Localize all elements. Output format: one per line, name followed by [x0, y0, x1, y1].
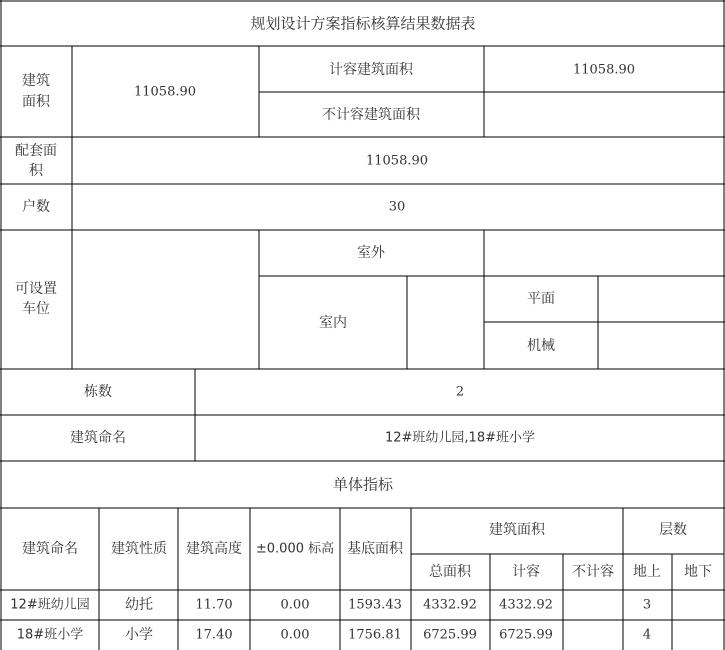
parking-label-line1: 可设置 [15, 281, 57, 297]
supporting-area-label-line2: 积 [29, 163, 43, 179]
parking-mechanical-label: 机械 [527, 338, 555, 354]
building-names-label: 建筑命名 [70, 430, 126, 446]
supporting-area-label-line1: 配套面 [15, 143, 57, 159]
row1-height: 11.70 [195, 597, 233, 613]
row1-total-area: 4332.92 [423, 597, 477, 613]
far-area-value: 11058.90 [572, 62, 636, 78]
far-area-label: 计容建筑面积 [329, 62, 413, 78]
row2-far-area: 6725.99 [499, 627, 553, 643]
parking-flat-label: 平面 [527, 291, 555, 307]
table-title: 规划设计方案指标核算结果数据表 [250, 14, 476, 33]
header-elevation: ±0.000 标高 [255, 541, 335, 557]
header-above-ground: 地上 [633, 564, 661, 580]
building-area-label-line2: 面积 [22, 94, 50, 110]
header-non-far-area: 不计容 [572, 564, 614, 580]
header-below-ground: 地下 [684, 564, 712, 580]
non-far-area-label: 不计容建筑面积 [322, 107, 420, 123]
supporting-area-value: 11058.90 [365, 153, 429, 169]
row2-nature: 小学 [125, 627, 153, 643]
header-building-height: 建筑高度 [186, 541, 242, 557]
header-floors: 层数 [659, 522, 687, 538]
row1-base-area: 1593.43 [348, 597, 402, 613]
header-building-name: 建筑命名 [22, 541, 78, 557]
single-index-title: 单体指标 [332, 475, 394, 494]
row1-elevation: 0.00 [280, 597, 310, 613]
row2-base-area: 1756.81 [348, 627, 402, 643]
row1-nature: 幼托 [125, 597, 153, 613]
row1-far-area: 4332.92 [499, 597, 553, 613]
row2-elevation: 0.00 [280, 627, 310, 643]
building-names-value: 12#班幼儿园,18#班小学 [384, 430, 536, 446]
parking-outdoor-label: 室外 [357, 245, 385, 261]
row2-above-ground: 4 [642, 627, 652, 643]
households-value: 30 [388, 199, 406, 215]
header-building-nature: 建筑性质 [111, 541, 167, 557]
header-floor-area: 建筑面积 [489, 522, 545, 538]
building-count-value: 2 [455, 384, 465, 400]
row1-name: 12#班幼儿园 [10, 597, 90, 613]
row1-above-ground: 3 [642, 597, 652, 613]
header-base-area: 基底面积 [347, 541, 403, 557]
row2-name: 18#班小学 [16, 627, 84, 643]
building-area-total: 11058.90 [133, 84, 197, 100]
parking-indoor-label: 室内 [319, 315, 347, 331]
row2-total-area: 6725.99 [423, 627, 477, 643]
building-area-label-line1: 建筑 [22, 73, 50, 89]
parking-label-line2: 车位 [22, 301, 50, 317]
households-label: 户数 [22, 199, 50, 215]
row2-height: 17.40 [195, 627, 233, 643]
header-far-area: 计容 [512, 564, 540, 580]
header-total-area: 总面积 [429, 564, 471, 580]
building-count-label: 栋数 [84, 384, 112, 400]
